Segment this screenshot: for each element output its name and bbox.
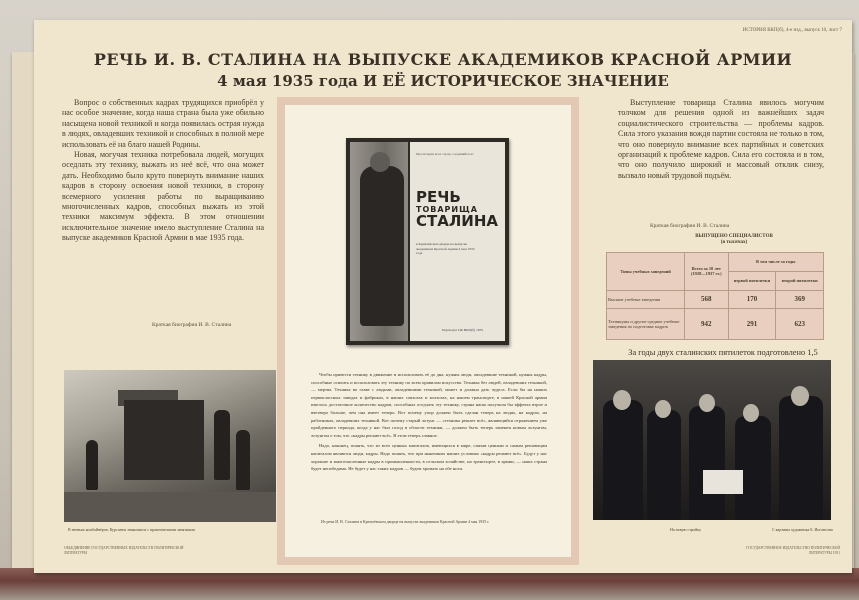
left-source: Краткая биография И. В. Сталина xyxy=(152,322,232,328)
person-figure xyxy=(603,400,643,520)
book-title xyxy=(416,190,500,229)
table-title-text: ВЫПУЩЕНО СПЕЦИАЛИСТОВ xyxy=(695,234,773,239)
right-paragraph: Выступление товарища Сталина явилось могучим толчком для решения одной из важнейших задач социалистического строительства — проблемы кадров. Сила этого указания вождя партии состояла не только в том, что оно повернуло внимание всех партийных и советских организаций к проблеме кадров. Сила его состояла и в том, что оно получило широкий и массовый отклик снизу, вызвало новый трудовой подъём. xyxy=(618,98,824,180)
book-slogan: Пролетарии всех стран, соединяйтесь! xyxy=(416,152,474,156)
book-subtitle: в Кремлёвском дворце на выпуске академиков Красной Армии 4 мая 1935 года xyxy=(416,242,475,255)
right-photo-caption: На новую стройку xyxy=(670,527,702,532)
table-header: первой пятилетки xyxy=(728,271,776,290)
right-text-column xyxy=(618,98,824,181)
table-cell: Высшие учебные заведения xyxy=(607,290,685,309)
table-cell: 568 xyxy=(685,290,728,309)
specialists-statistic: За годы двух сталинских пятилеток подготовлено 1,5 xyxy=(628,348,818,357)
poster-title: РЕЧЬ И. В. СТАЛИНА НА ВЫПУСКЕ АКАДЕМИКОВ КРАСНОЙ АРМИИ xyxy=(93,50,793,69)
document-paper xyxy=(703,470,743,494)
person-face xyxy=(655,400,671,418)
left-photo-caption: В звеньях комбайнёров. Курсанты знакомятся с практическими занятиями xyxy=(68,527,195,532)
center-panel xyxy=(277,97,579,565)
book-title-word: РЕЧЬ xyxy=(416,188,461,206)
table-header: второй пятилетки xyxy=(776,271,824,290)
table-row xyxy=(607,290,824,309)
person-figure xyxy=(214,410,230,480)
person-figure xyxy=(86,440,98,490)
center-panel-inner xyxy=(285,105,571,557)
table-header: Всего за 10 лет (1928—1937 гг.) xyxy=(685,253,728,291)
table-cell: Техникумы и другие средние учебные заведения по подготовке кадров xyxy=(607,309,685,340)
series-label: ИСТОРИЯ ВКП(б), 4-е изд., выпуск 10, лист 7 xyxy=(742,28,842,33)
person-face xyxy=(791,386,809,406)
table-cell: 623 xyxy=(776,309,824,340)
combine-machine xyxy=(124,400,204,480)
speech-paragraph: Чтобы привести технику в движение и использовать её до дна, нужны люди, овладевшие техникой, нужны кадры, способные освоить и использовать эту технику по всем правилам искусства. Техника без людей, овладевших техникой, — мертва. Техника во главе с людьми, овладевшими техникой, может и должна дать чудеса. Если бы на наших первоклассных заводах и фабриках, в наших совхозах и колхозах, на нашем транспорте, в нашей Красной армии имелось достаточное количество кадров, способных оседлать эту технику, страна наша получила бы эффекта втрое и вчетверо больше, чем она имеет теперь. Вот почему упор должен быть сделан теперь на людях, на кадрах, на работниках, овладевших техникой. Вот почему старый лозунг — «техника решает всё», являющийся отражением уже пройденного периода, когда у нас был голод в области техники, — должен быть теперь заменен новым лозунгом, лозунгом о том, что «кадры решают всё». В этом теперь главное. xyxy=(311,372,547,438)
table-cell: 291 xyxy=(728,309,776,340)
book-publisher: Партиздат ЦК ВКП(б) 1935 xyxy=(442,328,484,332)
table-header: Типы учебных заведений xyxy=(607,253,685,291)
speech-paragraph: Надо, наконец, понять, что из всех ценных капиталов, имеющихся в мире, самым ценным и самым решающим капиталом являются люди, кадры. Надо понять, что при нынешних наших условиях «кадры решают всё». Будут у нас хорошие и многочисленные кадры в промышленности, в сельском хозяйстве, на транспорте, в армии, — наша страна будет непобедима. Не будет у нас таких кадров — будем хромать на обе ноги. xyxy=(311,443,547,472)
footer-publisher-left: ОБЪЕДИНЕНИЕ ГОСУДАРСТВЕННЫХ ИЗДАТЕЛЬСТВ ПОЛИТИЧЕСКОЙ ЛИТЕРАТУРЫ xyxy=(64,546,184,555)
speech-quote xyxy=(311,371,547,476)
combine-photo xyxy=(64,370,276,522)
table-row xyxy=(607,309,824,340)
table-header: В том числе за годы xyxy=(728,253,824,272)
person-face xyxy=(613,390,631,410)
left-text-column xyxy=(62,98,264,244)
poster-subtitle: 4 мая 1935 года И ЕЁ ИСТОРИЧЕСКОЕ ЗНАЧЕНИЕ xyxy=(217,72,669,90)
book-title-page xyxy=(410,142,505,341)
photo-ground xyxy=(64,492,276,522)
table-cell: 170 xyxy=(728,290,776,309)
right-source: Краткая биография И. В. Сталина xyxy=(650,223,730,229)
book-title-word: ТОВАРИЩА xyxy=(416,205,478,214)
table-title xyxy=(674,234,794,246)
book-title-word: СТАЛИНА xyxy=(416,212,499,230)
left-paragraph: Вопрос о собственных кадрах трудящихся приобрёл у нас особое значение, когда наша страна была уже обильно насыщена новой техникой и когда появилась острая нужда в людях, овладевших техникой и способных в полной мере использовать её на благо нашей Родины. xyxy=(62,98,264,149)
poster-sheet xyxy=(34,20,852,573)
book-cover xyxy=(346,138,509,345)
footer-publisher-right: ГОСУДАРСТВЕННОЕ ИЗДАТЕЛЬСТВО ПОЛИТИЧЕСКОЙ ЛИТЕРАТУРЫ 1951 xyxy=(746,546,840,555)
table-cell: 942 xyxy=(685,309,728,340)
figure-head xyxy=(370,152,390,172)
right-photo-credit: С картины художника Б. Иогансона xyxy=(772,527,833,532)
left-paragraph: Новая, могучая техника потребовала людей, могущих оседлать эту технику, выжать из неё всё, что она может дать. Необходимо было круто повернуть внимание наших кадров в сторону освоения новой техники, в сторону всемерного усиления работы по выращиванию многочисленных кадров, способных выжать из этой техники максимум эффекта. В этом отношении исключительное значение имело выступление Сталина на выпуске академиков Красной Армии в мае 1935 года. xyxy=(62,150,264,243)
standing-figure xyxy=(360,166,404,326)
group-photo xyxy=(593,360,831,520)
book-portrait-image xyxy=(350,142,408,341)
person-figure xyxy=(647,410,681,520)
person-figure xyxy=(779,396,823,520)
person-figure xyxy=(689,406,725,520)
person-figure xyxy=(735,416,771,520)
table-units: (в тысячах) xyxy=(720,240,748,245)
person-figure xyxy=(236,430,250,490)
specialists-table xyxy=(606,252,824,340)
person-face xyxy=(699,394,715,412)
speech-caption: Из речи И. В. Сталина в Кремлёвском дворце на выпуске академиков Красной Армии 4 мая 1935 г. xyxy=(321,519,490,524)
person-face xyxy=(743,404,759,422)
table-cell: 369 xyxy=(776,290,824,309)
